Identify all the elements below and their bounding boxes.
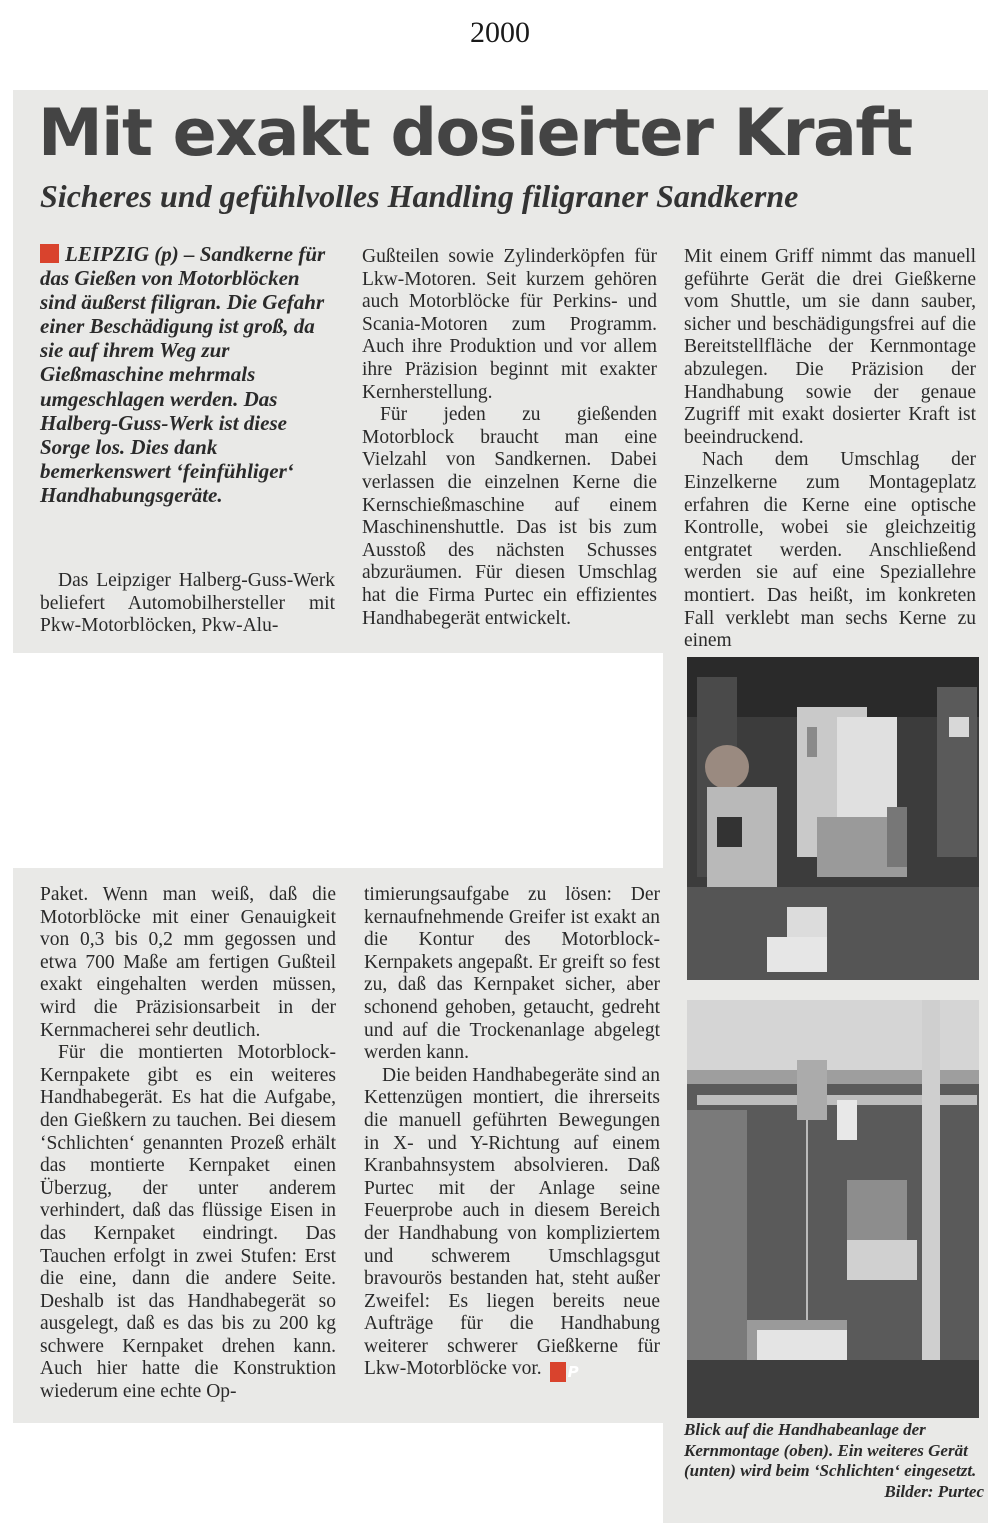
column-1 [40, 570, 335, 638]
column-5-paragraph-2 [364, 1065, 660, 1383]
column-4 [40, 884, 336, 1404]
column-4-paragraph-2: Für die montierten Motorblock-Kernpakete gibt es ein weiteres Handhabegerät. Es hat die Aufgabe, den Gießkern zu tauchen. Bei diesem ‘Schlichten‘ genannten Prozeß erhält das montierte Kernpaket einen Überzug, der unter anderem verhindert, daß das flüssige Eisen in das Kernpaket eindringt. Das Tauchen erfolgt in zwei Stufen: Erst die eine, dann die andere Seite. Deshalb ist das Handhabegerät so ausgelegt, daß es das bis zu 200 kg schwere Kernpaket drehen kann. Auch hier hatte die Konstruktion wiederum eine echte Op- [40, 1042, 336, 1403]
caption-text: Blick auf die Handhabeanlage der Kernmontage (oben). Ein weiteres Gerät (unten) wird beim ‘Schlichten‘ eingesetzt. [684, 1420, 977, 1480]
column-2-paragraph-2: Für jeden zu gießenden Motorblock braucht man eine Vielzahl von Sandkernen. Dabei verlassen die einzelnen Kerne die Kernschießmaschine auf einem Maschinenshuttle. Das ist bis zum Ausstoß des nächsten Schusses abzuräumen. Für diesen Umschlag hat die Firma Purtec ein effizientes Handhabegerät entwickelt. [362, 404, 657, 629]
lead-text: LEIPZIG (p) – Sandkerne für das Gießen von Motorblöcken sind äußerst filigran. Die Gefahr einer Beschädigung ist groß, da sie auf ihrem Weg zur Gießmaschine mehrmals umgeschlagen werden. Das Halberg-Guss-Werk ist diese Sorge los. Dies dank bemerkenswert ‘feinfühliger‘ Handhabungsgeräte. [40, 242, 326, 507]
page-number: 2000 [470, 16, 530, 49]
lead-paragraph [40, 242, 335, 507]
photo-coating-station-image [687, 1000, 979, 1418]
end-mark-logo: P [550, 1362, 566, 1382]
column-3 [684, 246, 976, 653]
subheadline: Sicheres und gefühlvolles Handling filigraner Sandkerne [40, 178, 799, 214]
column-5-paragraph-2-text: Die beiden Handhabegeräte sind an Kettenzügen montiert, die ihrerseits die manuell geführten Bewegungen in X- und Y-Richtung auf einem Kranbahnsystem absolvieren. Daß Purtec mit der Anlage seine Feuerprobe auch in diesem Bereich der Handhabung von kompliziertem und schwerem Umschlagsgut bravourös bestanden hat, steht außer Zweifel: Es liegen bereits neue Aufträge für die Handhabung weiterer schwerer Gießkerne für Lkw-Motorblöcke vor. [364, 1064, 660, 1380]
photo-credit: Bilder: Purtec [884, 1481, 984, 1501]
red-square-marker [40, 244, 59, 263]
photo-core-assembly [687, 657, 979, 980]
photo-core-assembly-image [687, 657, 979, 980]
column-3-paragraph-2: Nach dem Umschlag der Einzelkerne zum Montageplatz erfahren die Kerne eine optische Kontrolle, wobei sie gleichzeitig entgratet werden. Anschließend werden sie auf eine Speziallehre montiert. Das heißt, im konkreten Fall verklebt man sechs Kerne zu einem [684, 449, 976, 652]
column-2-paragraph-1: Gußteilen sowie Zylinderköpfen für Lkw-Motoren. Seit kurzem gehören auch Motorblöcke für Perkins- und Scania-Motoren zum Programm. Auch ihre Produktion und vor allem ihre Präzision beginnt mit exakter Kernherstellung. [362, 246, 657, 403]
column-3-paragraph-1: Mit einem Griff nimmt das manuell geführte Gerät die drei Gießkerne vom Shuttle, um sie dann sauber, sicher und beschädigungsfrei auf die Bereitstellfläche der Kernmontage abzulegen. Die Präzision der Handhabung sowie der genaue Zugriff mit exakt dosierter Kraft ist beeindruckend. [684, 246, 976, 448]
column-5-paragraph-1: timierungsaufgabe zu lösen: Der kernaufnehmende Greifer ist exakt an die Kontur des Motorblock-Kernpakets angepaßt. Er greift so fest zu, daß das Kernpaket sicher, aber schonend gehoben, getaucht, gedreht und auf die Trockenanlage abgelegt werden kann. [364, 884, 660, 1064]
column-4-paragraph-1: Paket. Wenn man weiß, daß die Motorblöcke mit einer Genauigkeit von 0,3 bis 0,2 mm gegossen und etwa 700 Maße am fertigen Gußteil exakt eingehalten werden müssen, wird die Präzisionsarbeit in der Kernmacherei sehr deutlich. [40, 884, 336, 1041]
column-5 [364, 884, 660, 1382]
photo-coating-station [687, 1000, 979, 1418]
column-2 [362, 246, 657, 630]
headline: Mit exakt dosierter Kraft [38, 96, 912, 171]
photo-caption [684, 1420, 984, 1502]
column-1-paragraph: Das Leipziger Halberg-Guss-Werk beliefert Automobilhersteller mit Pkw-Motorblöcken, Pkw-Alu- [40, 570, 335, 637]
